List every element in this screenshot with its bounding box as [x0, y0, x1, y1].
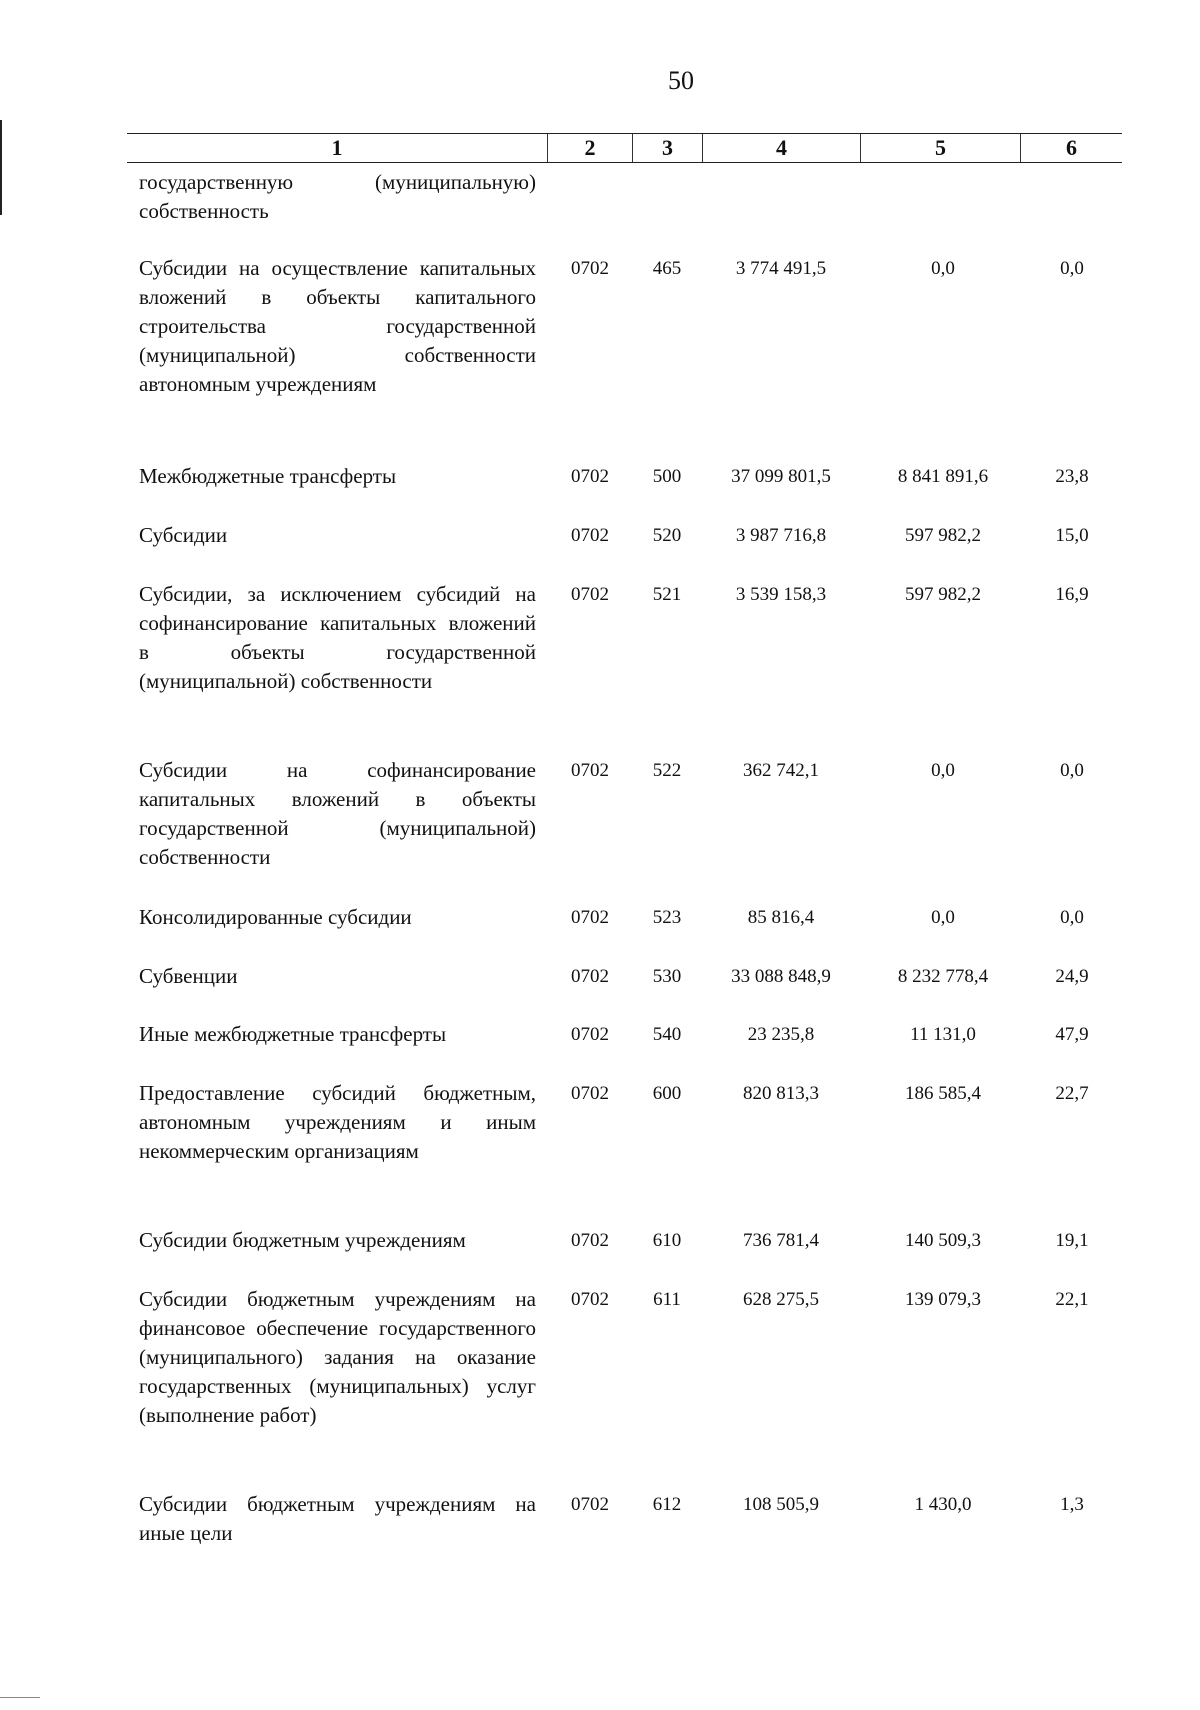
- row-actual-amount: 597 982,2: [905, 525, 981, 546]
- row-planned-amount: 3 539 158,3: [735, 584, 827, 605]
- row-expense-type: 540: [652, 1024, 682, 1045]
- row-name: Субсидии бюджетным учреждениям на финансовое обеспечение государственного (муниципального) задания на оказание государственных (муниципальных) услуг (выполнение работ): [139, 1287, 536, 1427]
- row-expense-type: 500: [652, 466, 682, 487]
- row-actual-amount: 8 841 891,6: [897, 466, 989, 487]
- row-section-code: 0702: [571, 966, 609, 987]
- row-name: Субсидии бюджетным учреждениям: [139, 1228, 466, 1252]
- row-actual-amount: 0,0: [931, 258, 955, 279]
- row-expense-type: 610: [652, 1230, 682, 1251]
- row-section-code: 0702: [571, 525, 609, 546]
- row-section-code: 0702: [571, 466, 609, 487]
- row-planned-amount: 820 813,3: [743, 1083, 819, 1104]
- row-percent: 24,9: [1055, 966, 1089, 987]
- header-col-6: 6: [1020, 134, 1122, 162]
- row-planned-amount: 3 774 491,5: [735, 258, 827, 279]
- row-actual-amount: 597 982,2: [905, 584, 981, 605]
- row-planned-amount: 108 505,9: [743, 1494, 819, 1515]
- row-name: Субсидии бюджетным учреждениям на иные цели: [139, 1492, 536, 1545]
- table-header: [127, 133, 1122, 163]
- row-percent: 0,0: [1060, 760, 1084, 781]
- header-col-2: 2: [547, 134, 632, 162]
- row-expense-type: 522: [652, 760, 682, 781]
- page-number: 50: [668, 66, 694, 95]
- row-expense-type: 520: [652, 525, 682, 546]
- row-actual-amount: 186 585,4: [905, 1083, 981, 1104]
- row-name: Консолидированные субсидии: [139, 905, 412, 929]
- row-percent: 1,3: [1060, 1494, 1084, 1515]
- row-section-code: 0702: [571, 584, 609, 605]
- row-actual-amount: 1 430,0: [914, 1494, 972, 1515]
- row-actual-amount: 11 131,0: [910, 1024, 976, 1045]
- row-expense-type: 530: [652, 966, 682, 987]
- row-percent: 22,1: [1055, 1289, 1089, 1310]
- row-planned-amount: 33 088 848,9: [731, 966, 831, 987]
- row-percent: 15,0: [1055, 525, 1089, 546]
- row-actual-amount: 0,0: [931, 907, 955, 928]
- row-planned-amount: 3 987 716,8: [735, 525, 827, 546]
- scan-edge-mark: [0, 120, 2, 215]
- row-planned-amount: 362 742,1: [743, 760, 819, 781]
- row-expense-type: 465: [652, 258, 682, 279]
- row-name: Субвенции: [139, 964, 238, 988]
- row-actual-amount: 0,0: [931, 760, 955, 781]
- header-col-5: 5: [860, 134, 1020, 162]
- scan-edge-mark: [0, 1697, 40, 1698]
- row-section-code: 0702: [571, 258, 609, 279]
- row-expense-type: 521: [652, 584, 682, 605]
- row-expense-type: 612: [652, 1494, 682, 1515]
- row-name: Иные межбюджетные трансферты: [139, 1022, 447, 1046]
- row-section-code: 0702: [571, 907, 609, 928]
- row-percent: 47,9: [1055, 1024, 1089, 1045]
- header-col-4: 4: [702, 134, 860, 162]
- row-name: Предоставление субсидий бюджетным, автономным учреждениям и иным некоммерческим организациям: [139, 1081, 536, 1163]
- row-name: Субсидии: [139, 523, 228, 547]
- row-planned-amount: 23 235,8: [747, 1024, 815, 1045]
- row-section-code: 0702: [571, 1494, 609, 1515]
- row-name: Межбюджетные трансферты: [139, 464, 397, 488]
- row-expense-type: 611: [653, 1289, 681, 1310]
- row-section-code: 0702: [571, 1083, 609, 1104]
- row-expense-type: 600: [652, 1083, 682, 1104]
- row-name: Субсидии на осуществление капитальных вложений в объекты капитального строительства государственной (муниципальной) собственности автономным учреждениям: [139, 256, 536, 396]
- row-percent: 19,1: [1055, 1230, 1089, 1251]
- continuation-text: государственную (муниципальную) собственность: [139, 170, 536, 223]
- row-percent: 0,0: [1060, 258, 1084, 279]
- row-percent: 22,7: [1055, 1083, 1089, 1104]
- row-percent: 16,9: [1055, 584, 1089, 605]
- row-actual-amount: 139 079,3: [905, 1289, 981, 1310]
- row-actual-amount: 8 232 778,4: [897, 966, 989, 987]
- row-planned-amount: 37 099 801,5: [731, 466, 831, 487]
- row-section-code: 0702: [571, 760, 609, 781]
- row-planned-amount: 628 275,5: [743, 1289, 819, 1310]
- header-col-1: 1: [331, 135, 343, 160]
- row-section-code: 0702: [571, 1289, 609, 1310]
- row-planned-amount: 85 816,4: [747, 907, 815, 928]
- row-name: Субсидии на софинансирование капитальных вложений в объекты государственной (муниципальной) собственности: [139, 758, 536, 869]
- row-section-code: 0702: [571, 1024, 609, 1045]
- row-section-code: 0702: [571, 1230, 609, 1251]
- row-name: Субсидии, за исключением субсидий на софинансирование капитальных вложений в объекты государственной (муниципальной) собственности: [139, 582, 536, 693]
- row-planned-amount: 736 781,4: [743, 1230, 819, 1251]
- row-actual-amount: 140 509,3: [905, 1230, 981, 1251]
- row-expense-type: 523: [652, 907, 682, 928]
- row-percent: 0,0: [1060, 907, 1084, 928]
- row-percent: 23,8: [1055, 466, 1089, 487]
- header-col-3: 3: [632, 134, 702, 162]
